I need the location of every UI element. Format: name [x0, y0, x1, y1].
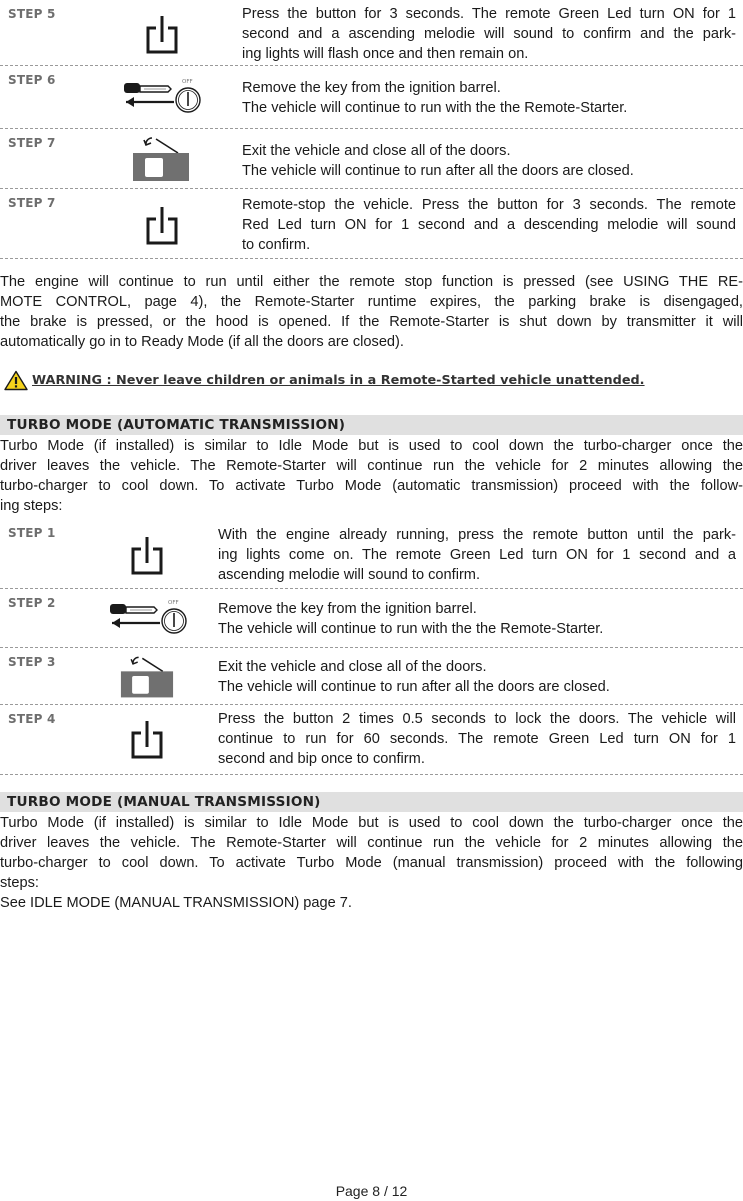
step-label: STEP 3	[8, 655, 56, 669]
engine-runtime-paragraph: The engine will continue to run until either the remote stop function is pressed (see USING THE RE- MOTE CONTROL, page 4), the Remote-Starter runtime expires, the parking brake is disengaged, the brake is pressed, or the hood is opened. If the Remote-Starter is shut down by transmitter it will automatically go in to Ready Mode (if all the doors are closed).	[0, 274, 743, 350]
section-header-turbo-manual: TURBO MODE (MANUAL TRANSMISSION)	[0, 792, 743, 812]
step-label: STEP 4	[8, 712, 56, 726]
step-label: STEP 2	[8, 596, 56, 610]
key-ignition-icon	[108, 595, 194, 635]
step-description: Remove the key from the ignition barrel. The vehicle will continue to run with the the Remote-Starter.	[242, 80, 628, 116]
step-label: STEP 7	[8, 136, 56, 150]
step-row-1	[0, 519, 743, 589]
step-row-4	[0, 705, 743, 775]
step-row-5	[0, 0, 743, 66]
svg-text:OFF: OFF	[168, 600, 179, 606]
step-row-3	[0, 648, 743, 705]
step-description: Press the button for 3 seconds. The remote Green Led turn ON for 1 second and a ascending melodie will sound to confirm and the park- ing lights will flash once and then remain on.	[242, 6, 736, 62]
step-label: STEP 1	[8, 526, 56, 540]
turbo-automatic-paragraph: Turbo Mode (if installed) is similar to Idle Mode but is used to cool down the turbo-charger once the driver leaves the vehicle. The Remote-Starter will continue run the vehicle for 2 minutes allowing the turbo-charger to cool down. To activate Turbo Mode (automatic transmission) proceed with the follow- ing steps:	[0, 438, 743, 514]
step-description: Remove the key from the ignition barrel. The vehicle will continue to run with the the Remote-Starter.	[218, 601, 604, 637]
step-label: STEP 6	[8, 73, 56, 87]
warning-icon	[4, 370, 28, 391]
step-row-6	[0, 66, 743, 129]
power-button-icon	[129, 717, 165, 761]
svg-text:OFF: OFF	[182, 79, 193, 85]
warning-text: WARNING : Never leave children or animals in a Remote-Started vehicle unattended.	[32, 372, 645, 388]
page-number: Page 8 / 12	[335, 1183, 408, 1199]
step-description: Exit the vehicle and close all of the doors. The vehicle will continue to run after all the doors are closed.	[218, 659, 610, 695]
turbo-manual-paragraph: Turbo Mode (if installed) is similar to Idle Mode but is used to cool down the turbo-charger once the driver leaves the vehicle. The Remote-Starter will continue run the vehicle for 2 minutes allowing the turbo-charger to cool down. To activate Turbo Mode (manual transmission) proceed with the following steps: See IDLE MODE (MANUAL TRANSMISSION) page 7.	[0, 815, 743, 911]
power-button-icon	[144, 203, 180, 247]
step-description: Press the button 2 times 0.5 seconds to lock the doors. The vehicle will continue to run for 60 seconds. The remote Green Led turn ON for 1 second and bip once to confirm.	[218, 711, 736, 767]
section-header-turbo-automatic: TURBO MODE (AUTOMATIC TRANSMISSION)	[0, 415, 743, 435]
step-label: STEP 5	[8, 7, 56, 21]
step-description: Remote-stop the vehicle. Press the button for 3 seconds. The remote Red Led turn ON for 1 second and a descending melodie will sound to confirm.	[242, 197, 736, 253]
step-row-7-stop	[0, 189, 743, 259]
key-ignition-icon	[122, 74, 208, 114]
warning-notice	[4, 368, 645, 392]
car-door-icon	[132, 133, 190, 183]
power-button-icon	[144, 12, 180, 56]
step-label: STEP 7	[8, 196, 56, 210]
step-row-7-exit	[0, 129, 743, 189]
step-description: Exit the vehicle and close all of the doors. The vehicle will continue to run after all the doors are closed.	[242, 143, 634, 179]
step-description: With the engine already running, press the remote button until the park- ing lights come on. The remote Green Led turn ON for 1 second and a ascending melodie will sound to confirm.	[218, 527, 736, 583]
power-button-icon	[129, 533, 165, 577]
car-door-icon	[120, 652, 174, 700]
step-row-2	[0, 589, 743, 648]
